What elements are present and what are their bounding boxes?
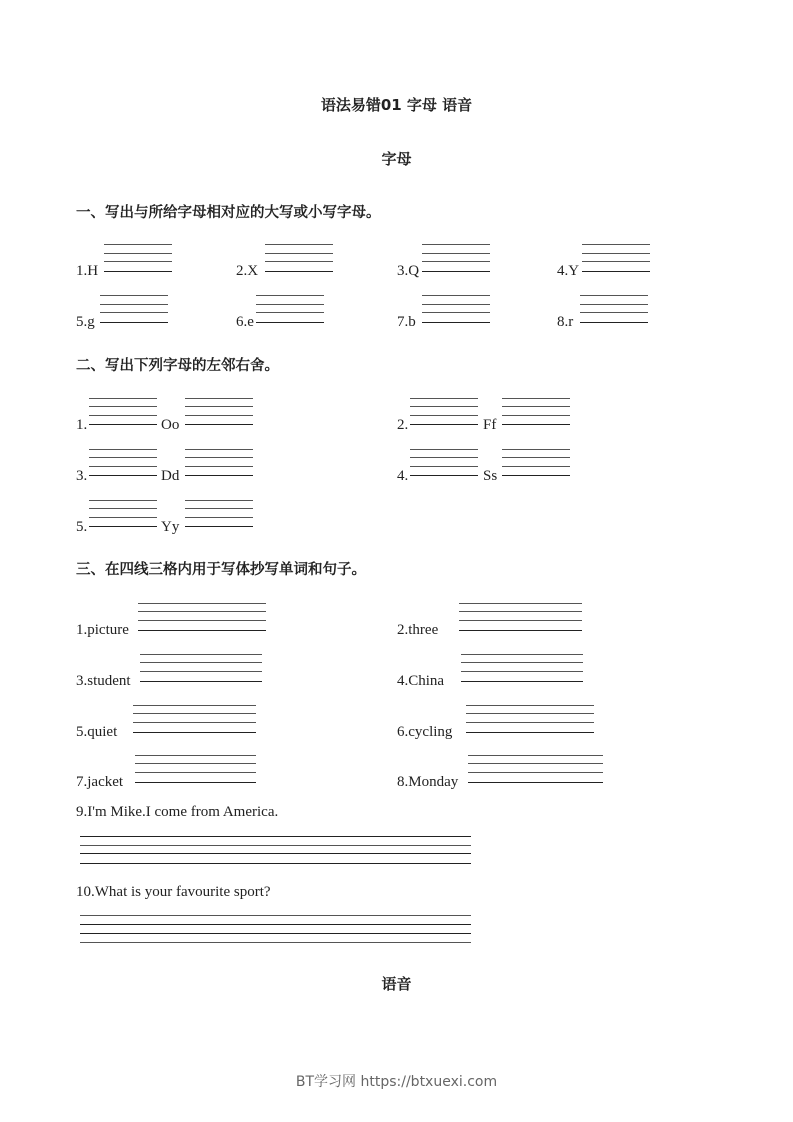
subtitle-letters: 字母: [381, 150, 412, 168]
four-line-grid[interactable]: [100, 295, 168, 323]
four-line-grid-right[interactable]: [185, 398, 253, 426]
section2-heading: 二、写出下列字母的左邻右舍。: [76, 358, 279, 374]
document-title: 语法易错01 字母 语音: [320, 96, 473, 114]
four-line-grid[interactable]: [80, 915, 471, 943]
neighbor-item-number: 2.: [397, 417, 409, 433]
word-item-label: 7.jacket: [76, 774, 124, 790]
letter-item-label: 4.Y: [557, 263, 580, 279]
neighbor-item-letter: Yy: [161, 519, 180, 535]
neighbor-item-letter: Ff: [483, 417, 497, 433]
four-line-grid[interactable]: [265, 244, 333, 272]
four-line-grid[interactable]: [135, 755, 256, 783]
four-line-grid[interactable]: [80, 836, 471, 864]
four-line-grid[interactable]: [459, 603, 582, 631]
letter-item-label: 8.r: [557, 314, 574, 330]
neighbor-item-number: 4.: [397, 468, 409, 484]
four-line-grid-left[interactable]: [89, 449, 157, 477]
four-line-grid[interactable]: [466, 705, 594, 733]
four-line-grid-left[interactable]: [89, 398, 157, 426]
four-line-grid[interactable]: [256, 295, 324, 323]
word-item-label: 1.picture: [76, 622, 129, 638]
letter-item-label: 3.Q: [397, 263, 420, 279]
four-line-grid-right[interactable]: [185, 449, 253, 477]
neighbor-item-letter: Ss: [483, 468, 498, 484]
four-line-grid[interactable]: [580, 295, 648, 323]
four-line-grid[interactable]: [461, 654, 583, 682]
letter-item-label: 5.g: [76, 314, 95, 330]
word-item-label: 8.Monday: [397, 774, 459, 790]
word-item-label: 4.China: [397, 673, 445, 689]
letter-item-label: 1.H: [76, 263, 99, 279]
subtitle-phonetics: 语音: [381, 975, 412, 993]
neighbor-item-letter: Dd: [161, 468, 180, 484]
neighbor-item-number: 3.: [76, 468, 88, 484]
neighbor-item-letter: Oo: [161, 417, 180, 433]
word-item-label: 6.cycling: [397, 724, 453, 740]
neighbor-item-number: 5.: [76, 519, 88, 535]
four-line-grid-right[interactable]: [502, 398, 570, 426]
word-item-label: 2.three: [397, 622, 439, 638]
four-line-grid[interactable]: [582, 244, 650, 272]
four-line-grid-left[interactable]: [410, 449, 478, 477]
four-line-grid[interactable]: [422, 244, 490, 272]
letter-item-label: 6.e: [236, 314, 254, 330]
letter-item-label: 7.b: [397, 314, 416, 330]
word-item-label: 5.quiet: [76, 724, 118, 740]
four-line-grid-right[interactable]: [502, 449, 570, 477]
four-line-grid[interactable]: [468, 755, 603, 783]
section1-heading: 一、写出与所给字母相对应的大写或小写字母。: [76, 205, 381, 221]
four-line-grid[interactable]: [422, 295, 490, 323]
neighbor-item-number: 1.: [76, 417, 88, 433]
sentence-item-label: 10.What is your favourite sport?: [76, 884, 271, 900]
letter-item-label: 2.X: [236, 263, 259, 279]
four-line-grid-right[interactable]: [185, 500, 253, 528]
word-item-label: 3.student: [76, 673, 131, 689]
sentence-item-label: 9.I'm Mike.I come from America.: [76, 804, 279, 820]
section3-heading: 三、在四线三格内用于写体抄写单词和句子。: [76, 562, 366, 578]
footer-watermark: BT学习网 https://btxuexi.com: [295, 1074, 498, 1090]
four-line-grid[interactable]: [133, 705, 256, 733]
four-line-grid[interactable]: [138, 603, 266, 631]
four-line-grid-left[interactable]: [89, 500, 157, 528]
four-line-grid[interactable]: [140, 654, 262, 682]
four-line-grid-left[interactable]: [410, 398, 478, 426]
four-line-grid[interactable]: [104, 244, 172, 272]
